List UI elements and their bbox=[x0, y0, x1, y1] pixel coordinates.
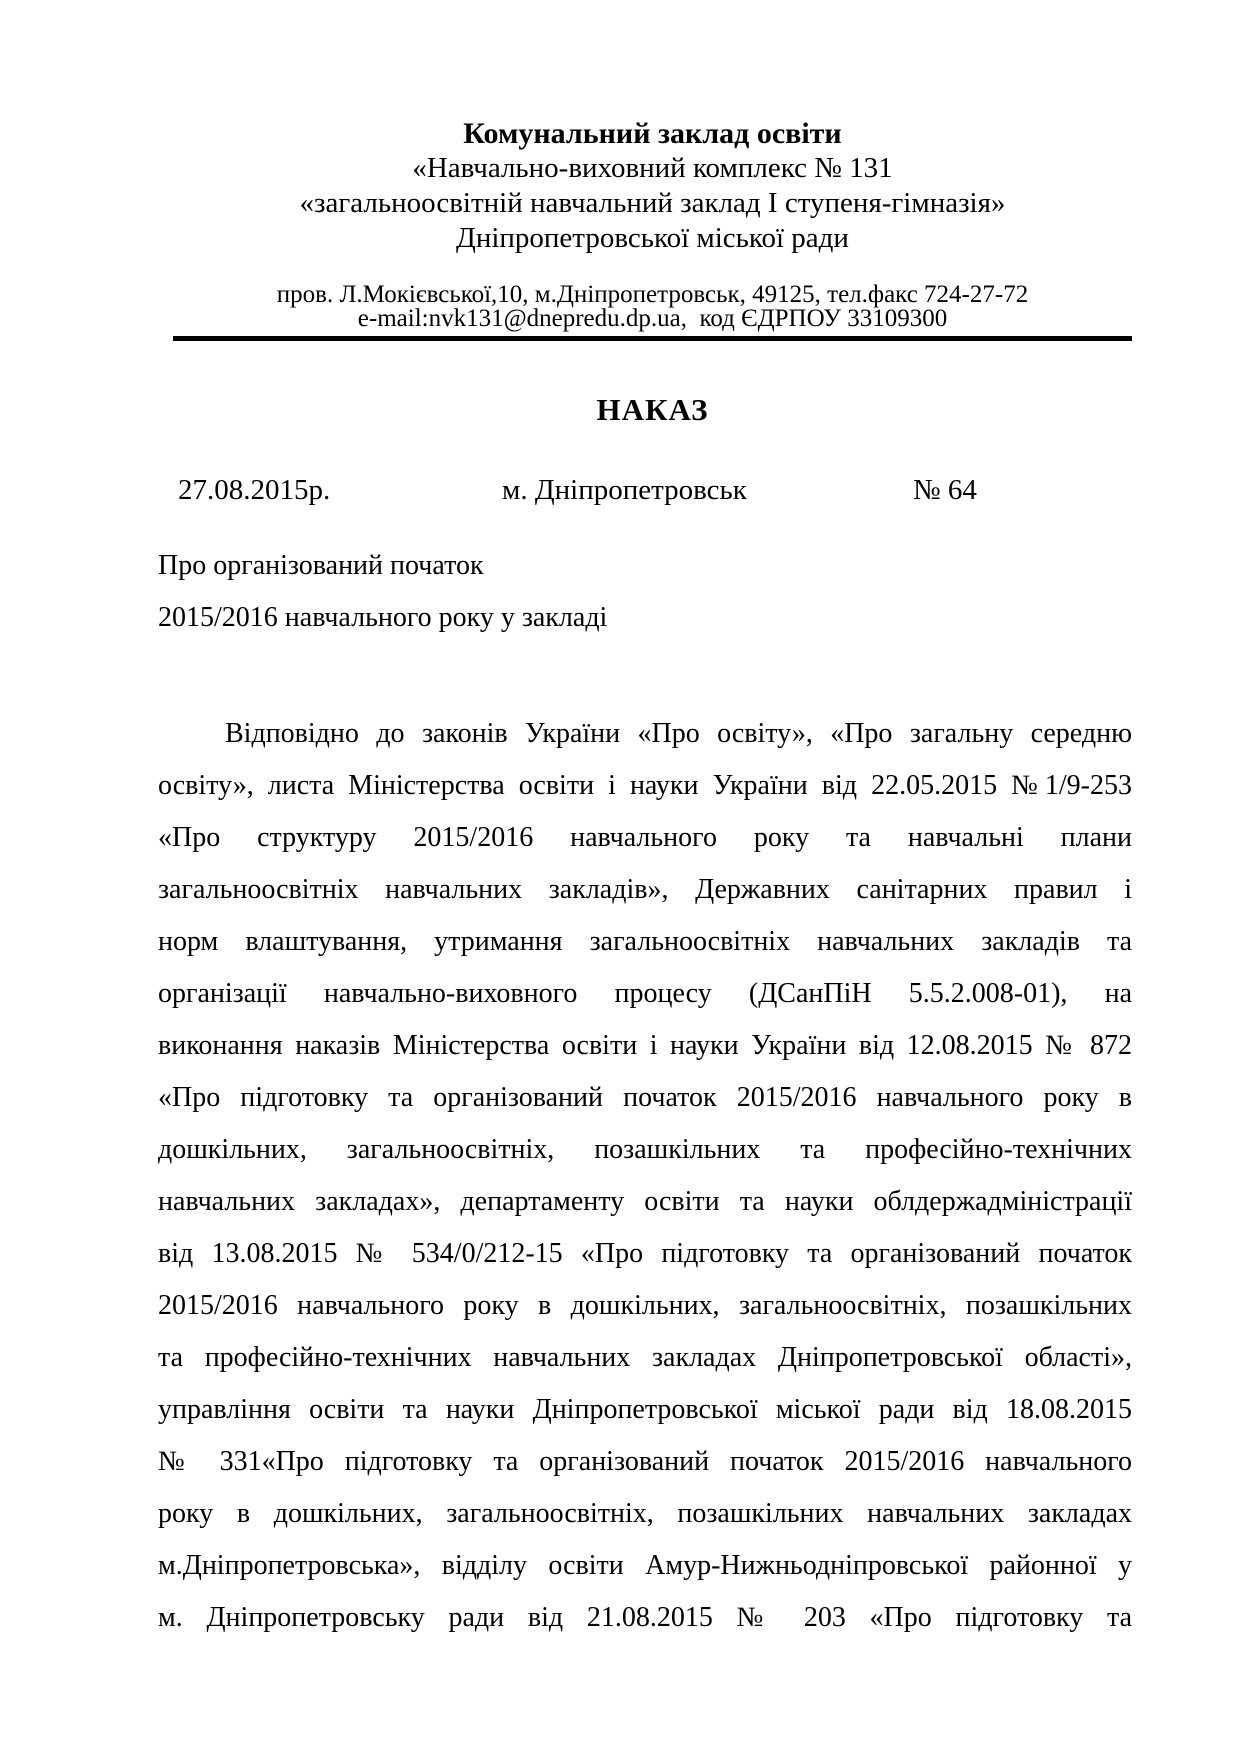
order-meta-row bbox=[0, 474, 1240, 508]
order-body-line: та професійно-технічних навчальних закладах Дніпропетровської області», bbox=[158, 1342, 1132, 1373]
order-body-line: освіту», листа Міністерства освіти і науки України від 22.05.2015 №1/9-253 bbox=[158, 770, 1132, 801]
order-body-line: Відповідно до законів України «Про освіту», «Про загальну середню bbox=[225, 718, 1132, 749]
order-body-line: дошкільних, загальноосвітніх, позашкільних та професійно-технічних bbox=[158, 1134, 1132, 1165]
contact-block bbox=[65, 283, 1240, 331]
order-body-line: навчальних закладах», департаменту освіти та науки облдержадміністрації bbox=[158, 1186, 1132, 1217]
order-body-line: загальноосвітніх навчальних закладів», Державних санітарних правил і bbox=[158, 874, 1132, 905]
organization-subname-3: Дніпропетровської міської ради bbox=[456, 222, 849, 254]
order-place: м. Дніпропетровськ bbox=[502, 474, 747, 506]
order-body-line: організації навчально-виховного процесу (ДСанПіН 5.5.2.008-01), на bbox=[158, 978, 1132, 1009]
order-body bbox=[158, 708, 1132, 1644]
order-body-line: року в дошкільних, загальноосвітніх, позашкільних навчальних закладах bbox=[158, 1498, 1132, 1529]
order-body-line: управління освіти та науки Дніпропетровської міської ради від 18.08.2015 bbox=[158, 1394, 1132, 1425]
order-number: № 64 bbox=[913, 474, 977, 506]
order-subject bbox=[158, 540, 1132, 644]
order-body-line: норм влаштування, утримання загальноосвітніх навчальних закладів та bbox=[158, 926, 1132, 957]
organization-name: Комунальний заклад освіти bbox=[463, 117, 842, 150]
order-title: НАКАЗ bbox=[596, 392, 709, 427]
order-subject-line: Про організований початок bbox=[158, 550, 484, 581]
order-body-line: виконання наказів Міністерства освіти і науки України від 12.08.2015 № 872 bbox=[158, 1030, 1132, 1061]
email-line: e-mail:nvk131@dnepredu.dp.ua, код ЄДРПОУ 33109300 bbox=[357, 305, 948, 332]
order-body-line: № 331«Про підготовку та організований початок 2015/2016 навчального bbox=[158, 1446, 1132, 1477]
letterhead bbox=[65, 116, 1240, 256]
header-divider bbox=[173, 336, 1132, 341]
order-date: 27.08.2015р. bbox=[178, 474, 331, 506]
order-body-line: «Про структуру 2015/2016 навчального року та навчальні плани bbox=[158, 822, 1132, 853]
order-body-line: від 13.08.2015 № 534/0/212-15 «Про підготовку та організований початок bbox=[158, 1238, 1132, 1269]
address-line: пров. Л.Мокієвської,10, м.Дніпропетровськ, 49125, тел.факс 724-27-72 bbox=[276, 281, 1029, 308]
order-body-line: «Про підготовку та організований початок 2015/2016 навчального року в bbox=[158, 1082, 1132, 1113]
order-body-line: м. Дніпропетровську ради від 21.08.2015 № 203 «Про підготовку та bbox=[158, 1602, 1132, 1633]
order-subject-line: 2015/2016 навчального року у закладі bbox=[158, 602, 608, 633]
order-body-line: м.Дніпропетровська», відділу освіти Амур-Нижньодніпровської районної у bbox=[158, 1550, 1132, 1581]
order-body-line: 2015/2016 навчального року в дошкільних, загальноосвітніх, позашкільних bbox=[158, 1290, 1132, 1321]
organization-subname-1: «Навчально-виховний комплекс № 131 bbox=[412, 152, 893, 184]
organization-subname-2: «загальноосвітній навчальний заклад І ступеня-гімназія» bbox=[299, 187, 1006, 219]
